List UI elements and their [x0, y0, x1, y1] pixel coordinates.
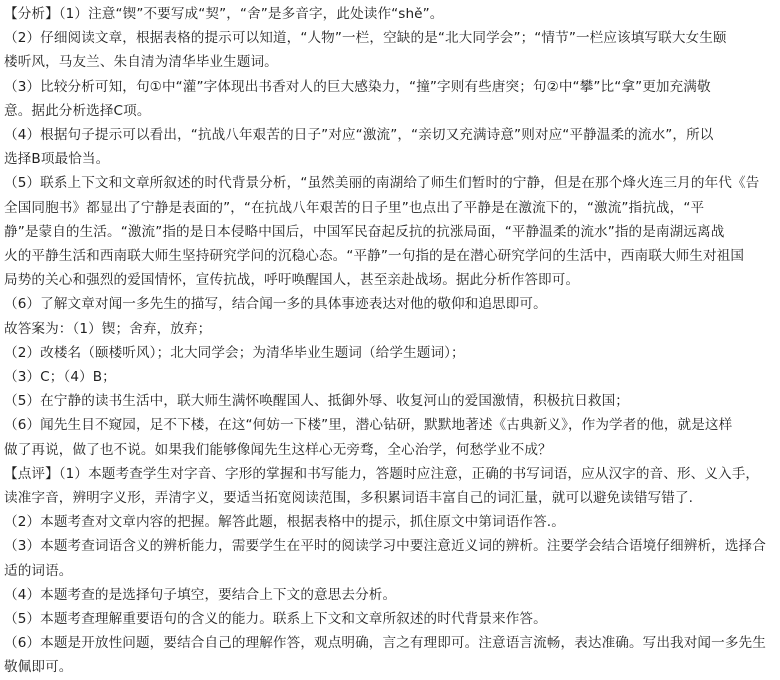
analysis-line: 楼听风，马友兰、朱自清为清华毕业生题词。: [4, 54, 278, 71]
analysis-line: 选择B项最恰当。: [4, 151, 110, 168]
answer-line: 故答案为：（1）锲；舍弃，放弃；: [4, 320, 212, 337]
answer-line: （3）C；（4）B；: [4, 369, 116, 386]
analysis-line: 全国同胞书》都显出了宁静是表面的”，“在抗战八年艰苦的日子里”也点出了平静是在激流下的，“激流”指抗战，“平: [4, 199, 705, 216]
comment-line: （3）本题考查词语含义的辨析能力，需要学生在平时的阅读学习中要注意近义词的辨析。注要学会结合语境仔细辨析，选择合: [4, 538, 766, 555]
comment-section: [4, 462, 776, 680]
comment-line: 适的词语。: [4, 562, 73, 579]
comment-line: 敬佩即可。: [4, 659, 73, 676]
comment-line: （2）本题考查对文章内容的把握。解答此题，根据表格中的提示，抓住原文中第词语作答.。: [4, 514, 565, 531]
comment-line: 【点评】（1）本题考查学生对字音、字形的掌握和书写能力，答题时应注意，正确的书写词语，应从汉字的音、形、义入手，: [4, 465, 760, 482]
comment-line: （4）本题考查的是选择句子填空，要结合上下文的意思去分析。: [4, 586, 397, 603]
answer-line: （2）改楼名（颐楼听风）；北大同学会；为清华毕业生题词（给学生题词）；: [4, 344, 465, 361]
answer-line: （6）闻先生目不窥园，足不下楼，在这“何妨一下楼”里，潜心钻研，默默地著述《古典新义》，作为学者的他，就是这样: [4, 417, 733, 434]
analysis-line: 意。据此分析选择C项。: [4, 102, 151, 119]
analysis-line: （2）仔细阅读文章，根据表格的提示可以知道，“人物”一栏，空缺的是“北大同学会”；“情节”一栏应该填写联大女生颐: [4, 30, 727, 47]
answer-line: 做了再说，做了也不说。如果我们能够像闻先生这样心无旁骛，全心治学，何愁学业不成？: [4, 441, 552, 458]
analysis-line: （3）比较分析可知，句①中“灌”字体现出书香对人的巨大感染力，“撞”字则有些唐突；句②中“攀”比“拿”更加充满敬: [4, 78, 711, 95]
analysis-line: （4）根据句子提示可以看出，“抗战八年艰苦的日子”对应“激流”，“亲切又充满诗意”则对应“平静温柔的流水”，所以: [4, 127, 714, 144]
analysis-line: （5）联系上下文和文章所叙述的时代背景分析，“虽然美丽的南湖给了师生们暂时的宁静，但是在那个烽火连三月的年代《告: [4, 175, 760, 192]
analysis-line: 火的平静生活和西南联大师生坚持研究学问的沉稳心态。“平静”一句指的是在潜心研究学问的生活中，西南联大师生对祖国: [4, 248, 745, 265]
analysis-line: （6）了解文章对闻一多先生的描写，结合闻一多的具体事迹表达对他的敬仰和追思即可。: [4, 296, 547, 313]
analysis-line: 局势的关心和强烈的爱国情怀，宣传抗战，呼吁唤醒国人，甚至亲赴战场。据此分析作答即可。: [4, 272, 580, 289]
answer-section: [4, 317, 776, 462]
analysis-line: 静”是蒙自的生活。“激流”指的是日本侵略中国后，中国军民奋起反抗的抗涨局面，“平静温柔的流水”指的是南湖远离战: [4, 223, 725, 240]
comment-line: 读准字音，辨明字义形，弄清字义，要适当拓宽阅读范围，多积累词语丰富自己的词汇量，就可以避免读错写错了.: [4, 490, 694, 507]
analysis-section: [4, 2, 776, 317]
comment-line: （5）本题考查理解重要语句的含义的能力。联系上下文和文章所叙述的时代背景来作答。: [4, 611, 547, 628]
answer-line: （5）在宁静的读书生活中，联大师生满怀唤醒国人、抵御外辱、收复河山的爱国激情，积极抗日救国；: [4, 393, 629, 410]
analysis-line: 【分析】（1）注意“锲”不要写成“契”，“舍”是多音字，此处读作“shě”。: [4, 6, 444, 22]
comment-line: （6）本题是开放性问题，要结合自己的理解作答，观点明确，言之有理即可。注意语言流畅，表达准确。写出我对闻一多先生: [4, 635, 766, 652]
